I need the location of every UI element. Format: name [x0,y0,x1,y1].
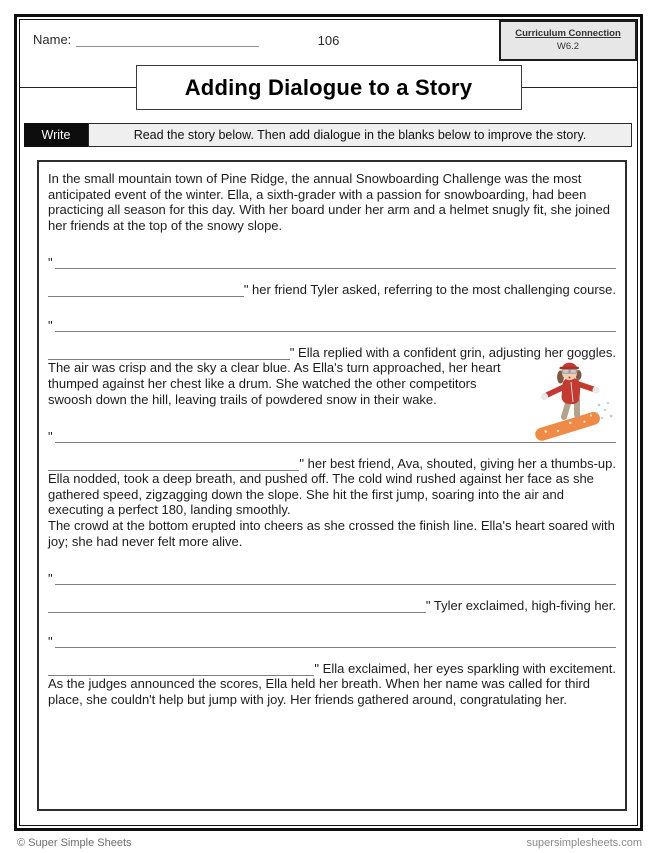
page-border [14,14,643,831]
footer-copyright: © Super Simple Sheets [17,837,132,849]
open-quote: " [48,318,53,334]
open-quote: " [48,429,53,445]
dialogue-blank-4-open [48,564,616,585]
worksheet-title: Adding Dialogue to a Story [184,74,473,100]
dialogue-blank-line[interactable] [48,450,299,471]
name-label: Name: [33,32,72,47]
story-box [37,160,627,811]
dialogue-blank-2-close [48,339,616,360]
dialogue-blank-4-close [48,592,616,613]
dialogue-blank-1-close [48,276,616,297]
dialogue-blank-3-close [48,450,616,471]
attribution-ava-shouted: " her best friend, Ava, shouted, giving her a thumbs-up. [299,455,616,471]
open-quote: " [48,634,53,650]
dialogue-blank-line[interactable] [55,311,616,332]
write-tag: Write [24,123,88,147]
dialogue-blank-line[interactable] [55,564,616,585]
story-paragraph-5: As the judges announced the scores, Ella held her breath. When her name was called for third place, she couldn't help but jump with joy. Her friends gathered around, congratulating her. [48,676,590,707]
dialogue-blank-line[interactable] [55,422,616,443]
dialogue-blank-line[interactable] [48,592,426,613]
dialogue-blank-5-close [48,655,616,676]
curriculum-badge [499,20,637,61]
girl-snowboarder-icon [533,362,623,454]
story-paragraph-3: Ella nodded, took a deep breath, and pushed off. The cold wind rushed against her face as she gathered speed, zigzagging down the slope. She hit the first jump, soaring into the air and executing a perfect 180, landing smoothly. [48,471,594,518]
story-paragraph-4: The crowd at the bottom erupted into cheers as she crossed the finish line. Ella's heart soared with joy; she had never felt more alive. [48,517,615,549]
page-number: 106 [317,33,340,48]
attribution-ella-exclaimed: " Ella exclaimed, her eyes sparkling with excitement. [314,660,616,676]
dialogue-blank-1-open [48,248,616,269]
footer-website: supersimplesheets.com [526,837,642,849]
open-quote: " [48,255,53,271]
badge-code: W6.2 [556,41,580,52]
dialogue-blank-line[interactable] [48,276,244,297]
dialogue-blank-2-open [48,311,616,332]
title-box [136,65,522,110]
attribution-tyler-exclaimed: " Tyler exclaimed, high-fiving her. [425,597,616,613]
story-paragraph-1: In the small mountain town of Pine Ridge, the annual Snowboarding Challenge was the most anticipated event of the winter. Ella, a sixth-grader with a passion for snowboarding, had been practicing all season for this day. With her board under her arm and a helmet snugly fit, she joined her friends at the top of the snowy slope. [48,171,610,233]
attribution-ella-replied: " Ella replied with a confident grin, adjusting her goggles. [289,344,616,360]
page-inner-border [19,19,638,826]
instruction-bar [24,123,632,147]
instruction-text: Read the story below. Then add dialogue in the blanks below to improve the story. [88,123,632,147]
open-quote: " [48,571,53,587]
story-paragraph-2: The air was crisp and the sky a clear blue. As Ella's turn approached, her heart thumped against her chest like a drum. She watched the other competitors swoosh down the hill, leaving trails of powdered snow in their wake. [48,360,501,407]
dialogue-blank-5-open [48,627,616,648]
dialogue-blank-3-open [48,422,616,443]
attribution-tyler-asked: " her friend Tyler asked, referring to the most challenging course. [243,281,616,297]
dialogue-blank-line[interactable] [55,627,616,648]
dialogue-blank-line[interactable] [55,248,616,269]
badge-title: Curriculum Connection [515,28,621,39]
dialogue-blank-line[interactable] [48,339,290,360]
dialogue-blank-line[interactable] [48,655,314,676]
